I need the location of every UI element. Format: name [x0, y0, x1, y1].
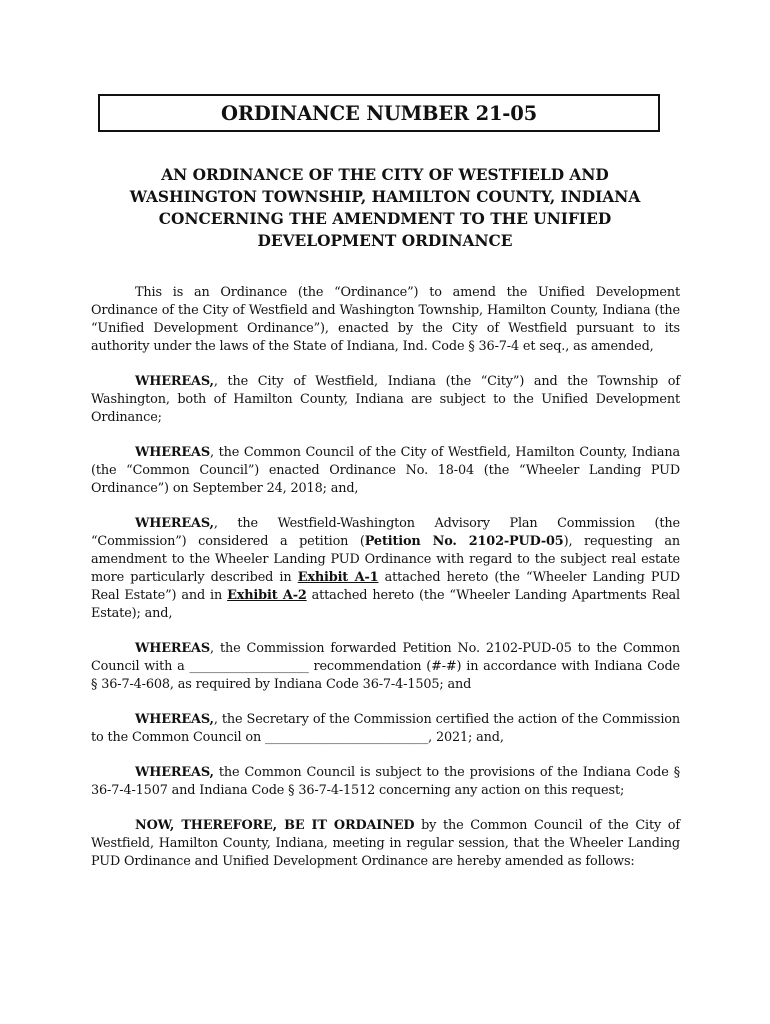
whereas-label: WHEREAS	[135, 712, 210, 727]
heading-line: CONCERNING THE AMENDMENT TO THE UNIFIED	[158, 210, 612, 228]
date-blank: __________________________	[265, 730, 429, 745]
intro-text: This is an Ordinance (the “Ordinance”) to amend the Unified Development Ordinance of the City of Westfield and Washington Township, Hamilton County, Indiana (the “Unified Development Ordinance”), enacted by the City of Westfield pursuant to its authority under the laws of the State of Indiana, Ind. Code § 36-7-4 et seq., as amended,	[91, 285, 680, 354]
exhibit-a2-reference: Exhibit A-2	[227, 588, 307, 603]
whereas-text: recommendation (#-#) in accordance with Indiana Code § 36-7-4-608, as required by Indiana Code 36-7-4-1505; and	[91, 659, 681, 692]
whereas-label: WHEREAS	[135, 516, 210, 531]
whereas-text: , the Commission forwarded Petition No. 2102-PUD-05 to the Common Council with a	[91, 641, 680, 674]
whereas-paragraph-5: WHEREAS,, the Secretary of the Commission certified the action of the Commission to the Common Council on __________________________, 2021; and,	[91, 712, 680, 745]
petition-number: Petition No. 2102-PUD-05	[364, 534, 564, 549]
ordinance-body	[91, 284, 680, 888]
whereas-paragraph-1: WHEREAS,, the City of Westfield, Indiana (the “City”) and the Township of Washington, both of Hamilton County, Indiana are subject to the Unified Development Ordinance;	[91, 374, 680, 425]
whereas-label: WHEREAS	[135, 641, 211, 656]
heading-line: AN ORDINANCE OF THE CITY OF WESTFIELD AND	[161, 166, 609, 184]
whereas-text: , the Common Council of the City of Westfield, Hamilton County, Indiana (the “Common Council”) enacted Ordinance No. 18-04 (the “Wheeler Landing PUD Ordinance”) on September 24, 2018; and,	[91, 445, 680, 496]
whereas-text: , the City of Westfield, Indiana (the “City”) and the Township of Washington, both of Hamilton County, Indiana are subject to the Unified Development Ordinance;	[91, 374, 680, 425]
now-therefore-label: NOW, THEREFORE, BE IT ORDAINED	[135, 818, 415, 833]
exhibit-a1-reference: Exhibit A-1	[297, 570, 379, 585]
intro-paragraph	[91, 284, 680, 356]
whereas-paragraph-6: WHEREAS, the Common Council is subject to the provisions of the Indiana Code § 36-7-4-1507 and Indiana Code § 36-7-4-1512 concerning any action on this request;	[91, 765, 680, 798]
heading-line: WASHINGTON TOWNSHIP, HAMILTON COUNTY, INDIANA	[129, 188, 641, 206]
ordinance-title: ORDINANCE NUMBER 21-05	[221, 101, 537, 125]
whereas-label: WHEREAS	[135, 445, 211, 460]
whereas-paragraph-3: WHEREAS,, the Westfield-Washington Advisory Plan Commission (the “Commission”) considered a petition (Petition No. 2102-PUD-05), requesting an amendment to the Wheeler Landing PUD Ordinance with regard to the subject real estate more particularly described in Exhibit A-1 attached hereto (the “Wheeler Landing PUD Real Estate”) and in Exhibit A-2 attached hereto (the “Wheeler Landing Apartments Real Estate); and,	[91, 516, 681, 621]
whereas-text: attached hereto (the “Wheeler Landing Apartments Real Estate); and,	[91, 588, 681, 621]
whereas-paragraph-4	[91, 640, 680, 694]
whereas-text: ), requesting an amendment to the Wheeler Landing PUD Ordinance with regard to the subject real estate more particularly described in	[91, 534, 680, 585]
whereas-text: the Common Council is subject to the provisions of the Indiana Code § 36-7-4-1507 and Indiana Code § 36-7-4-1512 concerning any action on this request;	[91, 765, 680, 798]
whereas-label: WHEREAS	[135, 765, 210, 780]
now-therefore-text: by the Common Council of the City of Westfield, Hamilton County, Indiana, meeting in regular session, that the Wheeler Landing PUD Ordinance and Unified Development Ordinance are hereby amended as follows:	[91, 818, 680, 869]
recommendation-blank: ___________________	[189, 659, 309, 674]
whereas-text: , 2021; and,	[428, 730, 504, 745]
whereas-text: , the Westfield-Washington Advisory Plan Commission (the “Commission”) considered a petition (	[91, 516, 680, 549]
whereas-label: WHEREAS	[135, 374, 210, 389]
ordinance-heading	[90, 164, 680, 252]
title-box	[98, 94, 660, 132]
whereas-paragraph-2	[91, 444, 680, 498]
whereas-text: attached hereto (the “Wheeler Landing PUD Real Estate”) and in	[91, 570, 680, 603]
now-therefore-paragraph	[91, 817, 680, 871]
heading-line: DEVELOPMENT ORDINANCE	[257, 232, 513, 250]
whereas-text: , the Secretary of the Commission certified the action of the Commission to the Common Council on	[91, 712, 680, 745]
